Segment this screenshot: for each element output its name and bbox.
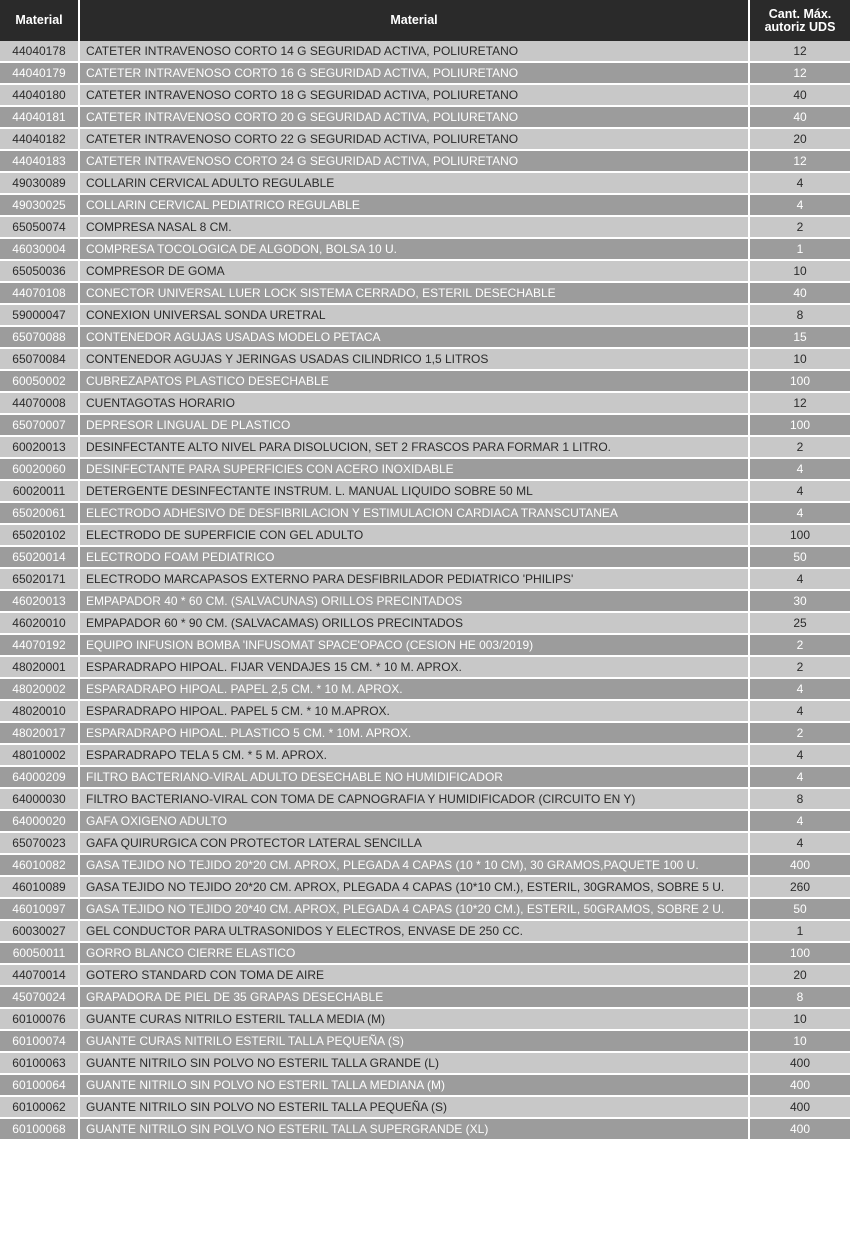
table-row	[0, 326, 850, 348]
material-description: GEL CONDUCTOR PARA ULTRASONIDOS Y ELECTROS, ENVASE DE 250 CC.	[79, 920, 749, 942]
material-description: ELECTRODO FOAM PEDIATRICO	[79, 546, 749, 568]
material-code: 44040178	[0, 41, 79, 62]
material-description: GASA TEJIDO NO TEJIDO 20*40 CM. APROX, PLEGADA 4 CAPAS (10*20 CM.), ESTERIL, 50GRAMOS, SOBRE 2 U.	[79, 898, 749, 920]
material-code: 65020171	[0, 568, 79, 590]
material-description: EMPAPADOR 60 * 90 CM. (SALVACAMAS) ORILLOS PRECINTADOS	[79, 612, 749, 634]
table-row	[0, 590, 850, 612]
material-code: 64000209	[0, 766, 79, 788]
material-code: 46030004	[0, 238, 79, 260]
max-quantity: 50	[749, 898, 850, 920]
table-row	[0, 1118, 850, 1140]
material-code: 46020013	[0, 590, 79, 612]
max-quantity: 4	[749, 678, 850, 700]
material-code: 44040180	[0, 84, 79, 106]
table-row	[0, 986, 850, 1008]
table-row	[0, 304, 850, 326]
table-row	[0, 370, 850, 392]
table-row	[0, 1074, 850, 1096]
max-quantity: 2	[749, 436, 850, 458]
max-quantity: 10	[749, 348, 850, 370]
table-row	[0, 920, 850, 942]
material-code: 44040181	[0, 106, 79, 128]
material-code: 45070024	[0, 986, 79, 1008]
max-quantity: 4	[749, 194, 850, 216]
material-description: COMPRESA TOCOLOGICA DE ALGODON, BOLSA 10 U.	[79, 238, 749, 260]
max-quantity: 12	[749, 62, 850, 84]
material-description: CONECTOR UNIVERSAL LUER LOCK SISTEMA CERRADO, ESTERIL DESECHABLE	[79, 282, 749, 304]
material-code: 65070007	[0, 414, 79, 436]
material-code: 60030027	[0, 920, 79, 942]
table-row	[0, 260, 850, 282]
table-row	[0, 700, 850, 722]
table-row	[0, 41, 850, 62]
material-description: ESPARADRAPO HIPOAL. PAPEL 2,5 CM. * 10 M. APROX.	[79, 678, 749, 700]
material-description: GUANTE NITRILO SIN POLVO NO ESTERIL TALLA MEDIANA (M)	[79, 1074, 749, 1096]
header-quantity-line1: Cant. Máx.	[768, 6, 832, 21]
max-quantity: 4	[749, 502, 850, 524]
material-description: ESPARADRAPO HIPOAL. PAPEL 5 CM. * 10 M.APROX.	[79, 700, 749, 722]
material-description: FILTRO BACTERIANO-VIRAL ADULTO DESECHABLE NO HUMIDIFICADOR	[79, 766, 749, 788]
material-description: CATETER INTRAVENOSO CORTO 18 G SEGURIDAD ACTIVA, POLIURETANO	[79, 84, 749, 106]
material-description: GASA TEJIDO NO TEJIDO 20*20 CM. APROX, PLEGADA 4 CAPAS (10*10 CM.), ESTERIL, 30GRAMOS, SOBRE 5 U.	[79, 876, 749, 898]
material-description: CATETER INTRAVENOSO CORTO 20 G SEGURIDAD ACTIVA, POLIURETANO	[79, 106, 749, 128]
table-row	[0, 84, 850, 106]
material-description: ESPARADRAPO HIPOAL. PLASTICO 5 CM. * 10M. APROX.	[79, 722, 749, 744]
header-quantity-line2: autoriz UDS	[764, 19, 836, 34]
material-code: 44070008	[0, 392, 79, 414]
material-description: CATETER INTRAVENOSO CORTO 14 G SEGURIDAD ACTIVA, POLIURETANO	[79, 41, 749, 62]
table-row	[0, 678, 850, 700]
table-row	[0, 898, 850, 920]
table-header	[0, 0, 850, 41]
max-quantity: 400	[749, 854, 850, 876]
max-quantity: 8	[749, 986, 850, 1008]
table-row	[0, 832, 850, 854]
max-quantity: 15	[749, 326, 850, 348]
material-description: ELECTRODO ADHESIVO DE DESFIBRILACION Y ESTIMULACION CARDIACA TRANSCUTANEA	[79, 502, 749, 524]
max-quantity: 40	[749, 106, 850, 128]
max-quantity: 400	[749, 1074, 850, 1096]
table-row	[0, 546, 850, 568]
material-code: 65070084	[0, 348, 79, 370]
material-description: CUENTAGOTAS HORARIO	[79, 392, 749, 414]
material-description: DETERGENTE DESINFECTANTE INSTRUM. L. MANUAL LIQUIDO SOBRE 50 ML	[79, 480, 749, 502]
table-row	[0, 524, 850, 546]
material-description: EMPAPADOR 40 * 60 CM. (SALVACUNAS) ORILLOS PRECINTADOS	[79, 590, 749, 612]
max-quantity: 25	[749, 612, 850, 634]
max-quantity: 2	[749, 656, 850, 678]
material-code: 44040182	[0, 128, 79, 150]
material-description: DESINFECTANTE PARA SUPERFICIES CON ACERO INOXIDABLE	[79, 458, 749, 480]
table-row	[0, 194, 850, 216]
max-quantity: 400	[749, 1052, 850, 1074]
table-row	[0, 238, 850, 260]
table-row	[0, 854, 850, 876]
max-quantity: 4	[749, 568, 850, 590]
max-quantity: 12	[749, 41, 850, 62]
table-row	[0, 392, 850, 414]
max-quantity: 4	[749, 700, 850, 722]
material-description: GAFA OXIGENO ADULTO	[79, 810, 749, 832]
material-code: 48020010	[0, 700, 79, 722]
table-row	[0, 1030, 850, 1052]
table-row	[0, 722, 850, 744]
material-description: GUANTE NITRILO SIN POLVO NO ESTERIL TALLA SUPERGRANDE (XL)	[79, 1118, 749, 1140]
material-description: GRAPADORA DE PIEL DE 35 GRAPAS DESECHABLE	[79, 986, 749, 1008]
material-description: COLLARIN CERVICAL ADULTO REGULABLE	[79, 172, 749, 194]
header-material: Material	[79, 0, 749, 41]
material-code: 65020102	[0, 524, 79, 546]
header-row	[0, 0, 850, 41]
max-quantity: 12	[749, 150, 850, 172]
table-row	[0, 568, 850, 590]
max-quantity: 20	[749, 128, 850, 150]
max-quantity: 40	[749, 282, 850, 304]
table-row	[0, 128, 850, 150]
table-row	[0, 62, 850, 84]
material-code: 60100062	[0, 1096, 79, 1118]
max-quantity: 10	[749, 260, 850, 282]
material-code: 44040179	[0, 62, 79, 84]
material-code: 60050011	[0, 942, 79, 964]
material-description: COLLARIN CERVICAL PEDIATRICO REGULABLE	[79, 194, 749, 216]
table-row	[0, 348, 850, 370]
table-row	[0, 656, 850, 678]
table-row	[0, 810, 850, 832]
max-quantity: 100	[749, 942, 850, 964]
max-quantity: 100	[749, 370, 850, 392]
table-row	[0, 458, 850, 480]
material-code: 48020002	[0, 678, 79, 700]
table-row	[0, 150, 850, 172]
material-code: 44040183	[0, 150, 79, 172]
material-description: ELECTRODO MARCAPASOS EXTERNO PARA DESFIBRILADOR PEDIATRICO 'PHILIPS'	[79, 568, 749, 590]
material-description: GOTERO STANDARD CON TOMA DE AIRE	[79, 964, 749, 986]
max-quantity: 40	[749, 84, 850, 106]
material-code: 60050002	[0, 370, 79, 392]
material-code: 44070192	[0, 634, 79, 656]
material-description: DEPRESOR LINGUAL DE PLASTICO	[79, 414, 749, 436]
material-description: GUANTE NITRILO SIN POLVO NO ESTERIL TALLA GRANDE (L)	[79, 1052, 749, 1074]
max-quantity: 30	[749, 590, 850, 612]
max-quantity: 100	[749, 524, 850, 546]
table-row	[0, 744, 850, 766]
material-description: GUANTE NITRILO SIN POLVO NO ESTERIL TALLA PEQUEÑA (S)	[79, 1096, 749, 1118]
material-code: 65050074	[0, 216, 79, 238]
material-description: CATETER INTRAVENOSO CORTO 16 G SEGURIDAD ACTIVA, POLIURETANO	[79, 62, 749, 84]
table-row	[0, 634, 850, 656]
header-code: Material	[0, 0, 79, 41]
material-description: CATETER INTRAVENOSO CORTO 22 G SEGURIDAD ACTIVA, POLIURETANO	[79, 128, 749, 150]
material-code: 60100063	[0, 1052, 79, 1074]
header-quantity	[749, 0, 850, 41]
material-description: CONTENEDOR AGUJAS Y JERINGAS USADAS CILINDRICO 1,5 LITROS	[79, 348, 749, 370]
material-code: 46010097	[0, 898, 79, 920]
material-code: 48020001	[0, 656, 79, 678]
material-code: 48020017	[0, 722, 79, 744]
max-quantity: 10	[749, 1008, 850, 1030]
table-row	[0, 282, 850, 304]
max-quantity: 1	[749, 920, 850, 942]
table-row	[0, 172, 850, 194]
material-code: 60100068	[0, 1118, 79, 1140]
table-row	[0, 216, 850, 238]
material-code: 65070023	[0, 832, 79, 854]
material-code: 46010082	[0, 854, 79, 876]
material-code: 49030025	[0, 194, 79, 216]
max-quantity: 4	[749, 832, 850, 854]
material-code: 46020010	[0, 612, 79, 634]
max-quantity: 100	[749, 414, 850, 436]
table-row	[0, 436, 850, 458]
material-code: 65020061	[0, 502, 79, 524]
max-quantity: 50	[749, 546, 850, 568]
material-description: CUBREZAPATOS PLASTICO DESECHABLE	[79, 370, 749, 392]
max-quantity: 4	[749, 172, 850, 194]
table-row	[0, 414, 850, 436]
material-description: GAFA QUIRURGICA CON PROTECTOR LATERAL SENCILLA	[79, 832, 749, 854]
max-quantity: 4	[749, 810, 850, 832]
material-description: DESINFECTANTE ALTO NIVEL PARA DISOLUCION, SET 2 FRASCOS PARA FORMAR 1 LITRO.	[79, 436, 749, 458]
max-quantity: 2	[749, 216, 850, 238]
max-quantity: 1	[749, 238, 850, 260]
table-row	[0, 942, 850, 964]
max-quantity: 4	[749, 744, 850, 766]
max-quantity: 20	[749, 964, 850, 986]
material-description: GUANTE CURAS NITRILO ESTERIL TALLA PEQUEÑA (S)	[79, 1030, 749, 1052]
table-row	[0, 502, 850, 524]
material-description: ELECTRODO DE SUPERFICIE CON GEL ADULTO	[79, 524, 749, 546]
max-quantity: 10	[749, 1030, 850, 1052]
table-row	[0, 766, 850, 788]
material-code: 48010002	[0, 744, 79, 766]
table-row	[0, 612, 850, 634]
table-row	[0, 106, 850, 128]
material-code: 60020013	[0, 436, 79, 458]
material-description: FILTRO BACTERIANO-VIRAL CON TOMA DE CAPNOGRAFIA Y HUMIDIFICADOR (CIRCUITO EN Y)	[79, 788, 749, 810]
max-quantity: 12	[749, 392, 850, 414]
material-description: GUANTE CURAS NITRILO ESTERIL TALLA MEDIA (M)	[79, 1008, 749, 1030]
material-description: ESPARADRAPO TELA 5 CM. * 5 M. APROX.	[79, 744, 749, 766]
table-row	[0, 876, 850, 898]
table-row	[0, 788, 850, 810]
material-description: ESPARADRAPO HIPOAL. FIJAR VENDAJES 15 CM. * 10 M. APROX.	[79, 656, 749, 678]
material-code: 59000047	[0, 304, 79, 326]
material-code: 65050036	[0, 260, 79, 282]
material-description: COMPRESA NASAL 8 CM.	[79, 216, 749, 238]
material-code: 44070108	[0, 282, 79, 304]
table-row	[0, 1096, 850, 1118]
material-description: EQUIPO INFUSION BOMBA 'INFUSOMAT SPACE'OPACO (CESION HE 003/2019)	[79, 634, 749, 656]
max-quantity: 4	[749, 458, 850, 480]
material-description: GORRO BLANCO CIERRE ELASTICO	[79, 942, 749, 964]
material-code: 65070088	[0, 326, 79, 348]
material-code: 60100074	[0, 1030, 79, 1052]
table-row	[0, 1008, 850, 1030]
max-quantity: 260	[749, 876, 850, 898]
max-quantity: 2	[749, 722, 850, 744]
material-code: 60100064	[0, 1074, 79, 1096]
max-quantity: 8	[749, 304, 850, 326]
max-quantity: 8	[749, 788, 850, 810]
material-description: CONEXION UNIVERSAL SONDA URETRAL	[79, 304, 749, 326]
max-quantity: 4	[749, 480, 850, 502]
material-code: 65020014	[0, 546, 79, 568]
material-code: 49030089	[0, 172, 79, 194]
material-code: 46010089	[0, 876, 79, 898]
max-quantity: 2	[749, 634, 850, 656]
table-row	[0, 480, 850, 502]
material-description: COMPRESOR DE GOMA	[79, 260, 749, 282]
material-code: 60020060	[0, 458, 79, 480]
material-description: CONTENEDOR AGUJAS USADAS MODELO PETACA	[79, 326, 749, 348]
table-row	[0, 1052, 850, 1074]
max-quantity: 400	[749, 1118, 850, 1140]
material-description: GASA TEJIDO NO TEJIDO 20*20 CM. APROX, PLEGADA 4 CAPAS (10 * 10 CM), 30 GRAMOS,PAQUETE 100 U.	[79, 854, 749, 876]
material-description: CATETER INTRAVENOSO CORTO 24 G SEGURIDAD ACTIVA, POLIURETANO	[79, 150, 749, 172]
material-code: 60020011	[0, 480, 79, 502]
table-row	[0, 964, 850, 986]
material-code: 64000030	[0, 788, 79, 810]
max-quantity: 400	[749, 1096, 850, 1118]
table-body	[0, 41, 850, 1140]
material-code: 60100076	[0, 1008, 79, 1030]
material-code: 44070014	[0, 964, 79, 986]
max-quantity: 4	[749, 766, 850, 788]
material-code: 64000020	[0, 810, 79, 832]
